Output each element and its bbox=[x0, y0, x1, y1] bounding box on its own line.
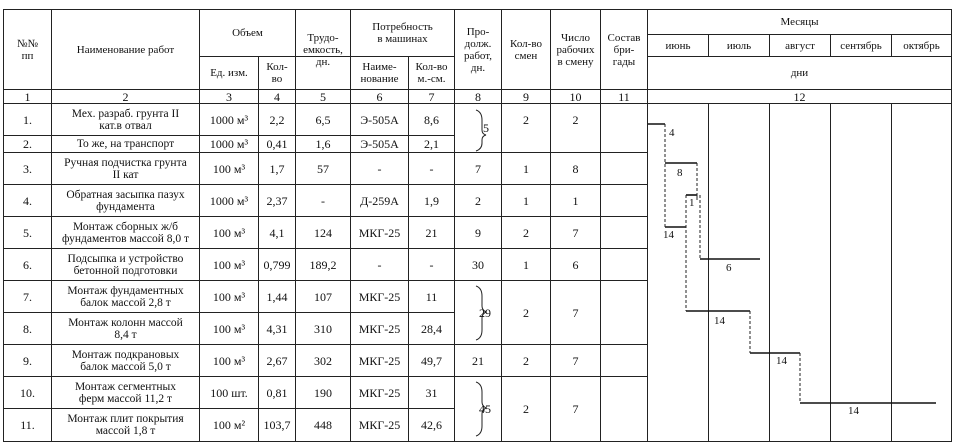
month-september: сентябрь bbox=[840, 39, 882, 52]
cell-machine: - bbox=[377, 257, 382, 272]
cell-qty: 1,7 bbox=[269, 161, 285, 176]
header-machine-shifts: Кол-во м.-см. bbox=[415, 61, 448, 85]
cell-unit: 100 м³ bbox=[212, 225, 246, 240]
cell-name: Монтаж сегментных ферм массой 11,2 т bbox=[74, 380, 177, 405]
cell-labor: - bbox=[321, 193, 325, 208]
cell-name: Монтаж сборных ж/б фундаментов массой 8,0 т bbox=[61, 220, 190, 245]
gantt-label: 14 bbox=[663, 229, 674, 241]
cell-shifts: 2 bbox=[523, 353, 529, 368]
gantt-label: 14 bbox=[714, 315, 725, 327]
gantt-label: 14 bbox=[848, 405, 859, 417]
header-labor: Трудо- емкость, дн. bbox=[303, 31, 343, 68]
cell-unit: 100 м³ bbox=[212, 321, 246, 336]
cell-shifts: 1 bbox=[523, 161, 529, 176]
col-number: 9 bbox=[523, 89, 529, 104]
header-days: дни bbox=[790, 67, 809, 79]
cell-labor: 107 bbox=[314, 289, 332, 304]
cell-labor: 448 bbox=[314, 418, 332, 432]
cell-machine: МКГ-25 bbox=[358, 385, 401, 400]
cell-qty: 4,31 bbox=[266, 321, 288, 336]
header-qty: Кол- во bbox=[266, 61, 288, 85]
month-july: июль bbox=[726, 39, 752, 52]
cell-mshifts: 21 bbox=[425, 225, 438, 240]
cell-shifts: 1 bbox=[523, 257, 529, 272]
group-workers: 7 bbox=[572, 305, 579, 320]
month-august: август bbox=[785, 39, 815, 52]
cell-labor: 124 bbox=[314, 225, 332, 240]
cell-qty: 0,81 bbox=[266, 385, 288, 400]
cell-name: То же, на транспорт bbox=[76, 138, 175, 150]
cell-no: 7. bbox=[23, 289, 32, 304]
cell-workers: 2 bbox=[572, 112, 579, 127]
cell-mshifts: 42,6 bbox=[421, 418, 442, 432]
cell-no: 3. bbox=[23, 161, 32, 176]
cell-no: 10. bbox=[20, 385, 35, 400]
cell-name: Ручная подчистка грунта II кат bbox=[64, 156, 187, 181]
cell-no: 6. bbox=[23, 257, 32, 272]
month-october: октябрь bbox=[903, 39, 940, 52]
col-number: 11 bbox=[618, 89, 630, 104]
month-june: июнь bbox=[665, 39, 691, 52]
cell-qty: 1,44 bbox=[266, 289, 288, 304]
cell-unit: 100 м² bbox=[212, 418, 246, 432]
cell-mshifts: 28,4 bbox=[421, 321, 442, 336]
gantt-label: 6 bbox=[726, 262, 732, 274]
cell-no: 9. bbox=[23, 353, 32, 368]
cell-name: Подсыпка и устройство бетонной подготовки bbox=[67, 252, 184, 277]
header-unit: Ед. изм. bbox=[210, 67, 248, 79]
header-no: №№ пп bbox=[17, 37, 38, 62]
col-number: 1 bbox=[24, 89, 31, 104]
cell-qty: 2,67 bbox=[266, 353, 288, 368]
col-number: 2 bbox=[122, 89, 129, 104]
cell-workers: 6 bbox=[572, 257, 579, 272]
cell-name: Монтаж плит покрытия массой 1,8 т bbox=[67, 413, 184, 437]
cell-mshifts: - bbox=[429, 257, 434, 272]
cell-workers bbox=[551, 136, 600, 152]
cell-name: Монтаж подкрановых балок массой 5,0 т bbox=[71, 348, 180, 373]
group-duration: 29 bbox=[479, 305, 491, 320]
group-duration: 45 bbox=[479, 402, 491, 416]
cell-qty: 0,799 bbox=[263, 257, 291, 272]
gantt-label: 8 bbox=[677, 167, 683, 179]
cell-unit: 1000 м³ bbox=[209, 193, 249, 208]
cell-name: Монтаж фундаментных балок массой 2,8 т bbox=[67, 284, 184, 309]
cell-mshifts: 1,9 bbox=[424, 193, 439, 208]
cell-workers: 7 bbox=[572, 225, 579, 240]
cell-labor: 1,6 bbox=[315, 137, 331, 151]
col-number: 10 bbox=[569, 89, 582, 104]
cell-name: Мех. разраб. грунта II кат.в отвал bbox=[71, 107, 180, 132]
cell-unit: 100 шт. bbox=[210, 385, 248, 400]
cell-duration: 21 bbox=[472, 353, 484, 368]
col-number: 8 bbox=[475, 89, 481, 104]
header-machine-name: Наиме- нование bbox=[360, 61, 399, 85]
gantt-label: 14 bbox=[776, 355, 787, 367]
cell-unit: 100 м³ bbox=[212, 353, 246, 368]
cell-shifts: 2 bbox=[523, 112, 529, 127]
header-crew: Состав бри- гады bbox=[607, 31, 641, 68]
cell-labor: 6,5 bbox=[315, 112, 331, 127]
cell-unit: 1000 м³ bbox=[209, 112, 249, 127]
cell-no: 11. bbox=[20, 418, 35, 432]
cell-shifts bbox=[502, 136, 550, 152]
cell-unit: 100 м³ bbox=[212, 161, 246, 176]
cell-duration: 7 bbox=[475, 161, 481, 176]
cell-name: Обратная засыпка пазух фундамента bbox=[66, 188, 185, 213]
cell-machine: Э-505А bbox=[360, 112, 399, 127]
cell-qty: 0,41 bbox=[266, 137, 288, 151]
header-duration: Про- долж. работ, дн. bbox=[463, 25, 493, 74]
cell-qty: 4,1 bbox=[269, 225, 285, 240]
cell-workers: 1 bbox=[572, 193, 579, 208]
cell-shifts: 2 bbox=[523, 225, 529, 240]
cell-shifts: 1 bbox=[523, 193, 529, 208]
cell-no: 4. bbox=[23, 193, 32, 208]
gantt-chart bbox=[648, 124, 936, 403]
cell-mshifts: 8,6 bbox=[424, 112, 439, 127]
cell-workers: 7 bbox=[572, 353, 579, 368]
cell-duration: 30 bbox=[472, 257, 484, 272]
cell-labor: 190 bbox=[314, 385, 332, 400]
cell-labor: 302 bbox=[314, 353, 332, 368]
col-number: 4 bbox=[274, 89, 280, 104]
col-number: 7 bbox=[428, 89, 435, 104]
cell-mshifts: 11 bbox=[425, 289, 438, 304]
cell-mshifts: 49,7 bbox=[421, 353, 442, 368]
group-shifts: 2 bbox=[523, 402, 529, 416]
col-number: 12 bbox=[793, 89, 806, 104]
cell-qty: 103,7 bbox=[263, 418, 291, 432]
cell-machine: МКГ-25 bbox=[358, 289, 401, 304]
col-number: 6 bbox=[376, 89, 383, 104]
cell-labor: 310 bbox=[314, 321, 332, 336]
group-duration: 5 bbox=[483, 121, 489, 135]
header-shifts: Кол-во смен bbox=[510, 37, 542, 62]
cell-mshifts: - bbox=[429, 161, 434, 176]
cell-machine: МКГ-25 bbox=[358, 418, 401, 432]
cell-unit: 100 м³ bbox=[212, 257, 246, 272]
gantt-label: 4 bbox=[669, 127, 675, 139]
cell-machine: МКГ-25 bbox=[358, 321, 401, 336]
cell-qty: 2,37 bbox=[266, 193, 288, 208]
group-workers: 7 bbox=[572, 402, 579, 416]
group-shifts: 2 bbox=[523, 305, 529, 320]
cell-unit: 1000 м³ bbox=[209, 137, 249, 151]
cell-mshifts: 2,1 bbox=[424, 137, 439, 151]
cell-machine: - bbox=[377, 161, 382, 176]
cell-no: 5. bbox=[23, 225, 32, 240]
col-number: 3 bbox=[226, 89, 232, 104]
cell-machine: Д-259А bbox=[360, 193, 399, 208]
cell-machine: МКГ-25 bbox=[358, 225, 401, 240]
cell-no: 2. bbox=[23, 137, 32, 151]
header-name: Наименование работ bbox=[76, 43, 175, 56]
cell-labor: 57 bbox=[317, 161, 329, 176]
cell-labor: 189,2 bbox=[309, 257, 337, 272]
header-months: Месяцы bbox=[780, 16, 819, 28]
cell-mshifts: 31 bbox=[425, 385, 438, 400]
header-machines: Потребность в машинах bbox=[372, 21, 433, 45]
cell-no: 8. bbox=[23, 321, 32, 336]
cell-duration: 9 bbox=[475, 225, 481, 240]
header-workers: Число рабочих в смену bbox=[556, 31, 595, 68]
gantt-label: 1 bbox=[689, 197, 695, 209]
cell-machine: МКГ-25 bbox=[358, 353, 401, 368]
cell-unit: 100 м³ bbox=[212, 289, 246, 304]
cell-no: 1. bbox=[23, 112, 32, 127]
cell-duration: 2 bbox=[475, 193, 481, 208]
cell-machine: Э-505А bbox=[360, 137, 399, 151]
col-number: 5 bbox=[320, 89, 326, 104]
header-volume: Объем bbox=[232, 27, 263, 39]
cell-name: Монтаж колонн массой 8,4 т bbox=[68, 316, 183, 341]
cell-qty: 2,2 bbox=[269, 112, 285, 127]
cell-workers: 8 bbox=[572, 161, 579, 176]
